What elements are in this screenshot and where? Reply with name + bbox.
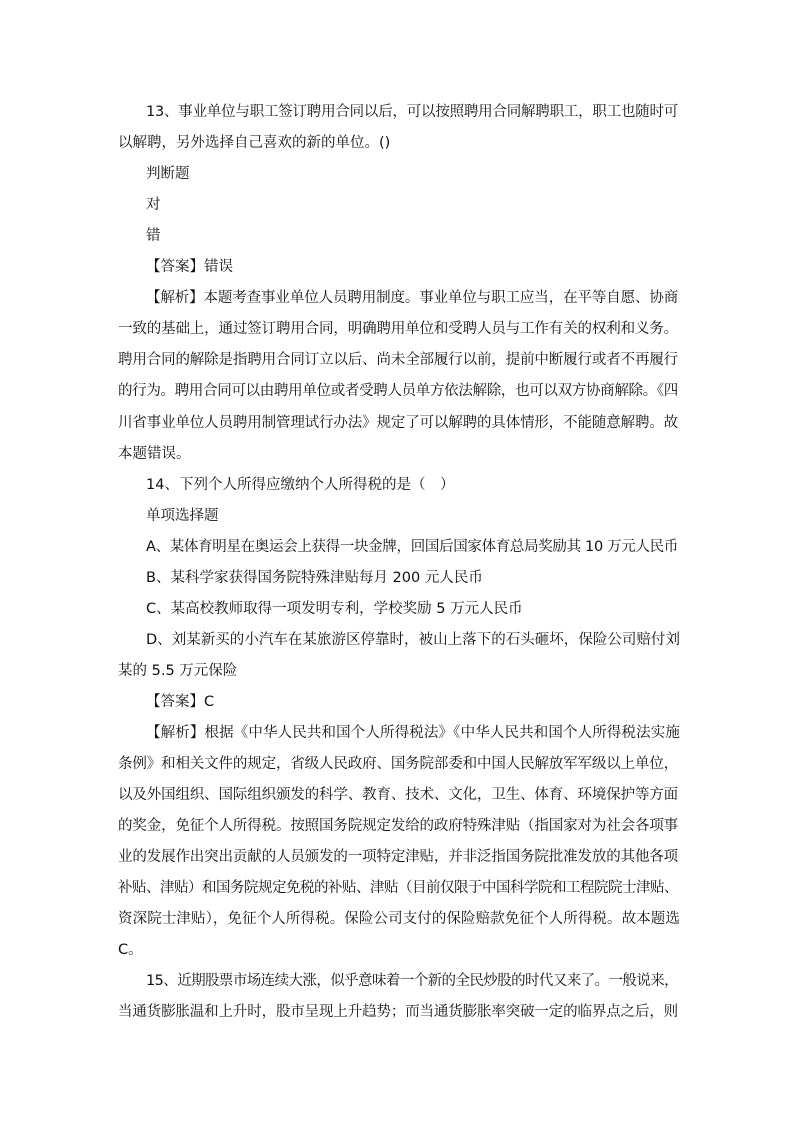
text-line (146, 97, 680, 128)
text-line-content: 对 (146, 197, 161, 214)
text-line (118, 314, 680, 345)
text-line (146, 252, 680, 283)
text-line-content: 13、事业单位与职工签订聘用合同以后，可以按照聘用合同解聘职工，职工也随时可 (146, 104, 679, 120)
text-line (146, 687, 680, 718)
text-line-content: 14、下列个人所得应缴纳个人所得税的是（ ） (146, 476, 455, 493)
text-line-content: 的行为。聘用合同可以由聘用单位或者受聘人员单方依法解除，也可以双方协商解除。《四 (118, 383, 678, 400)
text-line (118, 873, 680, 904)
text-line (118, 656, 680, 687)
text-line-content: 以解聘，另外选择自己喜欢的新的单位。() (118, 135, 391, 152)
text-line (146, 470, 680, 501)
text-line-content: 补贴、津贴）和国务院规定免税的补贴、津贴（目前仅限于中国科学院和工程院院士津贴、 (118, 880, 678, 897)
text-line-content: C、某高校教师取得一项发明专利，学校奖励 5 万元人民币 (146, 600, 523, 617)
text-line (118, 749, 680, 780)
text-line (118, 842, 680, 873)
text-line (118, 376, 680, 407)
text-line (146, 159, 680, 190)
text-line-content: 【解析】根据《中华人民共和国个人所得税法》《中华人民共和国个人所得税法实施 (146, 725, 680, 741)
text-line (146, 966, 680, 997)
text-line-content: C。 (118, 942, 143, 959)
text-line (146, 594, 680, 625)
text-line-content: 资深院士津贴），免征个人所得税。保险公司支付的保险赔款免征个人所得税。故本题选 (118, 911, 680, 928)
text-line (146, 563, 680, 594)
text-line-content: 聘用合同的解除是指聘用合同订立以后、尚未全部履行以前，提前中断履行或者不再履行 (118, 352, 679, 369)
text-line-content: 【答案】错误 (146, 259, 233, 276)
text-line-content: 的奖金，免征个人所得税。按照国务院规定发给的政府特殊津贴（指国家对为社会各项事 (118, 818, 679, 835)
text-line-content: A、某体育明星在奥运会上获得一块金牌，回国后国家体育总局奖励其 10 万元人民币 (146, 538, 679, 555)
text-line (118, 345, 680, 376)
text-line (146, 283, 680, 314)
text-line-content: 本题错误。 (118, 445, 191, 462)
text-line-content: 某的 5.5 万元保险 (118, 662, 238, 679)
text-line-content: 【答案】C (146, 693, 215, 710)
text-line-content: 以及外国组织、国际组织颁发的科学、教育、技术、文化，卫生、体育、环境保护等方面 (118, 787, 679, 804)
text-line-content: 川省事业单位人员聘用制管理试行办法》规定了可以解聘的具体情形，不能随意解聘。故 (118, 414, 679, 431)
text-line-content: 错 (146, 228, 161, 245)
text-line-content: 条例》和相关文件的规定，省级人民政府、国务院部委和中国人民解放军军级以上单位， (118, 756, 679, 773)
text-line-content: 当通货膨胀温和上升时，股市呈现上升趋势；而当通货膨胀率突破一定的临界点之后，则 (118, 1004, 679, 1021)
text-line (118, 811, 680, 842)
text-line (146, 190, 680, 221)
text-line (118, 935, 680, 966)
text-line (146, 718, 680, 749)
text-line-content: 一致的基础上，通过签订聘用合同，明确聘用单位和受聘人员与工作有关的权利和义务。 (118, 321, 679, 338)
text-line-content: B、某科学家获得国务院特殊津贴每月 200 元人民币 (146, 569, 483, 586)
text-line-content: 【解析】本题考查事业单位人员聘用制度。事业单位与职工应当，在平等自愿、协商 (146, 290, 679, 307)
text-line (118, 997, 680, 1028)
text-line-content: 判断题 (146, 166, 190, 183)
text-line (118, 408, 680, 439)
text-line-content: 业的发展作出突出贡献的人员颁发的一项特定津贴，并非泛指国务院批准发放的其他各项 (118, 849, 679, 866)
text-line-content: 单项选择题 (146, 507, 219, 524)
text-line (118, 128, 680, 159)
text-line (146, 501, 680, 532)
text-line (146, 625, 680, 656)
text-line (118, 439, 680, 470)
text-line (118, 780, 680, 811)
text-line-content: D、刘某新买的小汽车在某旅游区停靠时，被山上落下的石头砸坏，保险公司赔付刘 (146, 631, 680, 648)
text-line-content: 15、近期股票市场连续大涨，似乎意味着一个新的全民炒股的时代又来了。一般说来， (146, 973, 679, 990)
text-line (146, 221, 680, 252)
text-line (146, 532, 680, 563)
text-line (118, 904, 680, 935)
